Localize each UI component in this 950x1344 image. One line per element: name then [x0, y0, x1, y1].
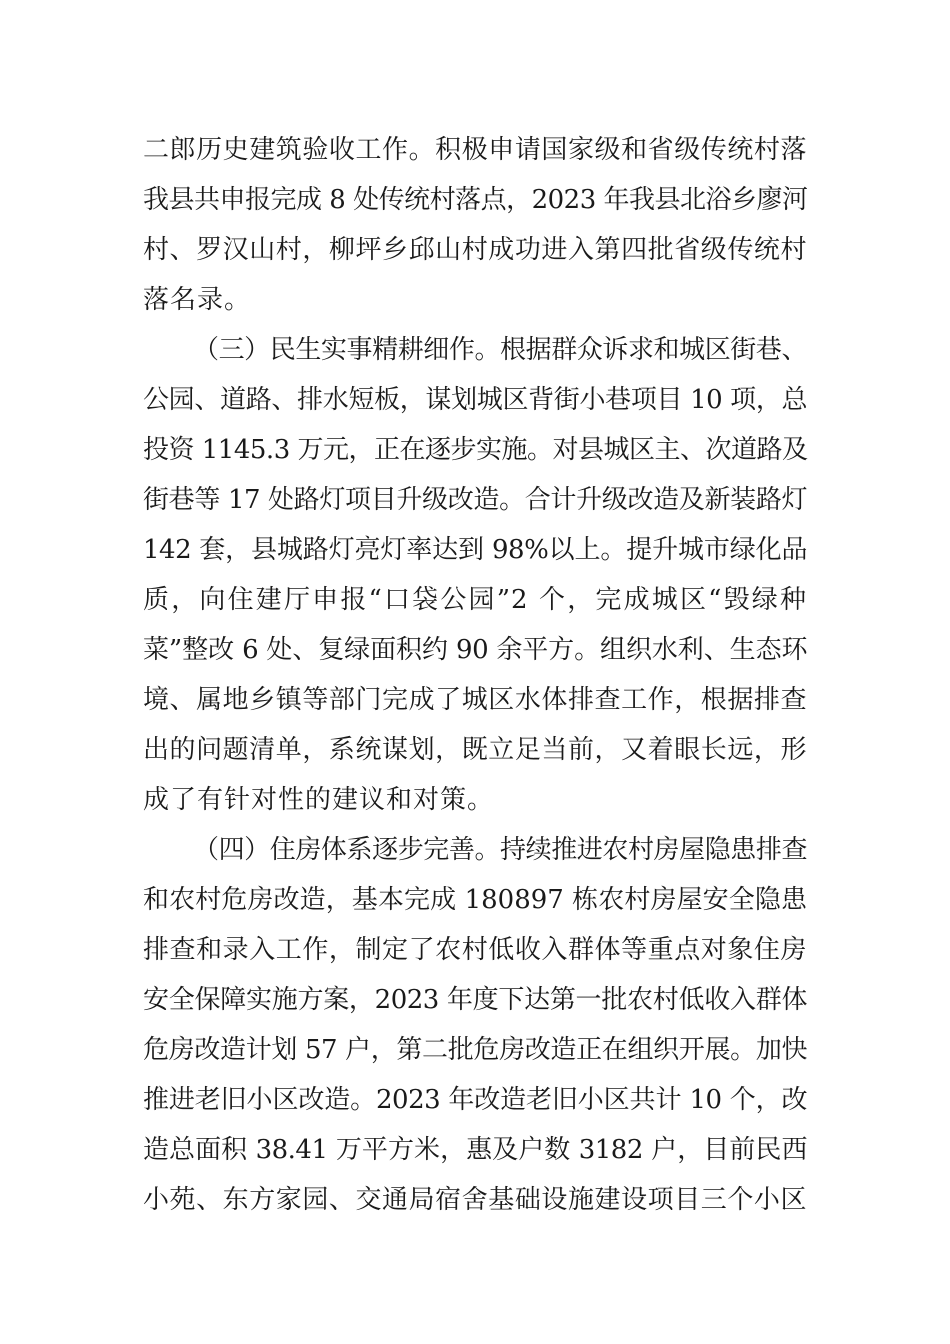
text-line: 成了有针对性的建议和对策。 [143, 785, 495, 815]
text-line: 推进老旧小区改造。2023 年改造老旧小区共计 10 个，改 [143, 1085, 807, 1115]
text-line: 危房改造计划 57 户，第二批危房改造正在组织开展。加快 [143, 1035, 807, 1065]
text-line: 和农村危房改造，基本完成 180897 栋农村房屋安全隐患 [143, 885, 807, 915]
text-line: 菜”整改 6 处、复绿面积约 90 余平方。组织水利、生态环 [143, 635, 807, 665]
text-line: 投资 1145.3 万元，正在逐步实施。对县城区主、次道路及 [143, 435, 808, 465]
text-line: 安全保障实施方案，2023 年度下达第一批农村低收入群体 [143, 985, 807, 1015]
paragraph-heading-line: （三）民生实事精耕细作。根据群众诉求和城区街巷、 [193, 335, 807, 365]
text-line: 落名录。 [143, 285, 252, 315]
text-line: 我县共申报完成 8 处传统村落点，2023 年我县北浴乡廖河 [143, 185, 808, 215]
text-line: 排查和录入工作，制定了农村低收入群体等重点对象住房 [143, 935, 807, 965]
text-line: 公园、道路、排水短板，谋划城区背街小巷项目 10 项，总 [143, 385, 807, 415]
text-line: 质，向住建厅申报“口袋公园”2 个，完成城区“毁绿种 [143, 585, 807, 615]
paragraph-heading-line: （四）住房体系逐步完善。持续推进农村房屋隐患排查 [193, 835, 807, 865]
text-line: 村、罗汉山村，柳坪乡邱山村成功进入第四批省级传统村 [143, 235, 807, 265]
text-line: 街巷等 17 处路灯项目升级改造。合计升级改造及新装路灯 [143, 485, 807, 515]
text-line: 二郎历史建筑验收工作。积极申请国家级和省级传统村落 [143, 135, 807, 165]
text-line: 造总面积 38.41 万平方米，惠及户数 3182 户，目前民西 [143, 1135, 807, 1165]
text-line: 境、属地乡镇等部门完成了城区水体排查工作，根据排查 [143, 685, 807, 715]
text-line: 142 套，县城路灯亮灯率达到 98%以上。提升城市绿化品 [143, 535, 807, 565]
text-line: 小苑、东方家园、交通局宿舍基础设施建设项目三个小区 [143, 1185, 807, 1215]
text-line: 出的问题清单，系统谋划，既立足当前，又着眼长远，形 [143, 735, 807, 765]
